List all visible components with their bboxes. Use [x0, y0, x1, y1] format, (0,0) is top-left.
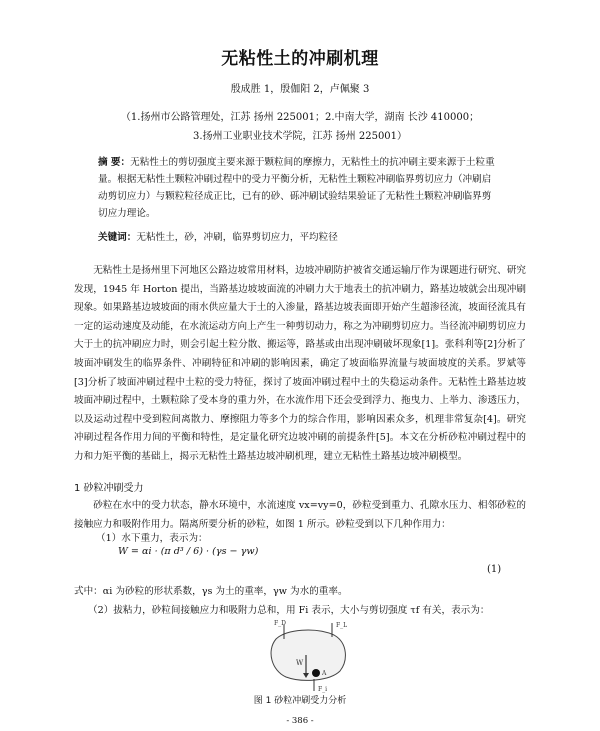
affiliation-line-2: 3.扬州工业职业技术学院，江苏 扬州 225001） [192, 131, 408, 142]
label-fd: F_D [274, 620, 286, 627]
equation-1: W = αi · (π d³ / 6) · (γs − γw) [118, 546, 259, 557]
page-number: - 386 - [286, 716, 314, 726]
affiliation-line-1: （1.扬州市公路管理处，江苏 扬州 225001；2.中南大学，湖南 长沙 410000； [120, 112, 480, 123]
label-w: W [296, 659, 304, 667]
item-1: （1）水下重力，表示为： [96, 533, 208, 544]
label-fa: F_i [318, 686, 328, 693]
keywords-label: 关键词： [98, 232, 137, 243]
item-2: （2）拔粘力，砂粒间接触应力和吸附力总和，用 Fi 表示，大小与剪切强度 τf 有关，表示为： [88, 605, 490, 616]
contact-point [312, 669, 320, 677]
equation-note: 式中：αi 为砂粒的形状系数，γs 为土的重率，γw 为水的重率。 [74, 586, 348, 597]
abstract [98, 154, 498, 222]
label-fl: F_L [336, 622, 348, 629]
figure-1 [250, 617, 358, 693]
keywords-text: 无粘性土，砂，冲刷，临界剪切应力，平均粒径 [136, 232, 338, 243]
equation-1-number: (1) [487, 564, 502, 575]
section-1-heading: 1 砂粒冲刷受力 [74, 483, 144, 494]
grain-outline [271, 630, 345, 680]
label-a: A [322, 670, 327, 677]
paper-authors: 殷成胜 1，殷伽阳 2，卢佩聚 3 [230, 84, 370, 95]
figure-caption: 图 1 砂粒冲刷受力分析 [253, 696, 347, 706]
intro-paragraph: 无粘性土是扬州里下河地区公路边坡常用材料，边坡冲刷防护被省交通运输厅作为课题进行研究、研究发现，1945 年 Horton 提出，当路基边坡坡面流的冲刷力大于地表土的抗冲刷力，路基边坡就会出现冲刷现象。如果路基边坡坡面的雨水供应量大于土的入渗量，路基边坡表面即开始产生超渗径流，坡面径流具有一定的运动速度及动能，在水流运动方向上产生一种剪切动力，称之为冲刷剪切应力。当径流冲刷剪切应力大于土的抗冲刷应力时，则会引起土粒分散、搬运等，路基或由出现冲刷破坏现象[1]。张科利等[2]分析了坡面冲刷发生的临界条件、冲刷特征和冲刷的影响因素，确定了坡面临界流量与坡面坡度的关系。罗斌等[3]分析了坡面冲刷过程中土粒的受力特征，探讨了坡面冲刷过程中土的失稳运动条件。无粘性土路基边坡坡面冲刷过程中，土颗粒除了受本身的重力外，在水流作用下还会受到浮力、拖曳力、上举力、渗透压力，以及运动过程中受到粒间离散力、摩擦阻力等多个力的综合作用，影响因素众多，机理非常复杂[4]。研究冲刷过程各作用力间的平衡和特性，是定量化研究边坡冲刷的前提条件[5]。本文在分析砂粒冲刷过程中的力和力矩平衡的基础上，揭示无粘性土路基边坡冲刷机理，建立无粘性土路基边坡冲刷模型。 [74, 265, 526, 462]
paper-title: 无粘性土的冲刷机理 [221, 49, 379, 69]
abstract-text: 无粘性土的剪切强度主要来源于颗粒间的摩擦力，无粘性土的抗冲刷主要来源于土粒重量。根据无粘性土颗粒冲刷过程中的受力平衡分析，无粘性土颗粒冲刷临界剪切应力（冲刷启动剪切应力）与颗粒粒径成正比，已有的砂、砾冲刷试验结果验证了无粘性土颗粒冲刷临界剪切应力理论。 [98, 157, 495, 219]
keywords [98, 229, 498, 246]
section-1-text: 砂粒在水中的受力状态，静水环境中，水流速度 vx=vy=0，砂粒受到重力、孔隙水压力、相邻砂粒的接触应力和吸附作用力。隔离所要分析的砂粒，如图 1 所示。砂粒受到以下几种作用力： [74, 500, 526, 530]
abstract-label: 摘 要： [98, 157, 131, 168]
